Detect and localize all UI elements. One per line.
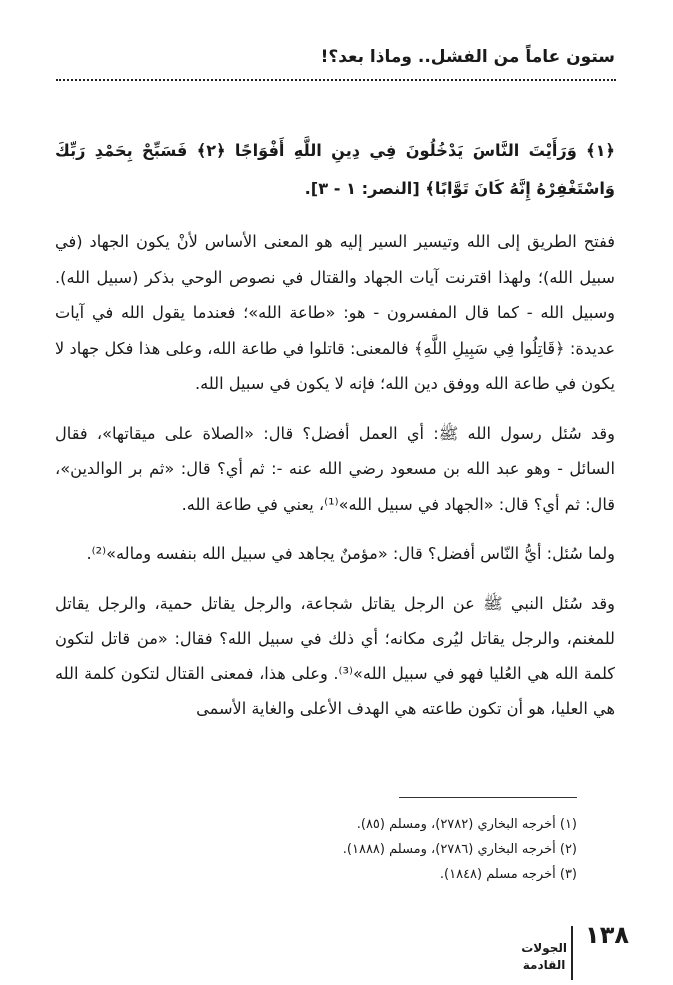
book-title-line-2: القادمة <box>522 958 566 972</box>
footnote-separator <box>399 797 577 798</box>
footnote-2: (٢) أخرجه البخاري (٢٧٨٦)، ومسلم (١٨٨٨). <box>342 842 577 857</box>
page-number: ١٣٨ <box>585 921 629 949</box>
quran-verse-paragraph: ﴿١﴾ وَرَأَيْتَ النَّاسَ يَدْخُلُونَ فِي دِينِ اللَّهِ أَفْوَاجًا ﴿٢﴾ فَسَبِّحْ بِحَمْدِ رَبِّكَ وَاسْتَغْفِرْهُ إِنَّهُ كَانَ تَوَّابًا﴾ [النصر: ١ - ٣]. <box>55 141 616 198</box>
header-dotted-rule <box>56 79 616 81</box>
main-text <box>55 132 615 740</box>
book-title <box>521 940 567 974</box>
running-title: ستون عاماً من الفشل.. وماذا بعد؟! <box>320 47 615 67</box>
body-paragraph: ففتح الطريق إلى الله وتيسير السير إليه هو المعنى الأساس لأنْ يكون الجهاد (في سبيل الله)؛ ولهذا اقترنت آيات الجهاد والقتال في نصوص الوحي بذكر (سبيل الله). وسبيل الله - كما قال المفسرون - هو: «طاعة الله»؛ فعندما يقول الله في آيات عديدة: ﴿قَاتِلُوا فِي سَبِيلِ اللَّهِ﴾ فالمعنى: قاتلوا في طاعة الله، وعلى هذا فكل جهاد لا يكون في طاعة الله ووفق دين الله؛ فإنه لا يكون في سبيل الله. <box>55 232 615 393</box>
body-paragraph: وقد سُئل رسول الله ﷺ: أي العمل أفضل؟ قال: «الصلاة على ميقاتها»، فقال السائل - وهو عبد الله بن مسعود رضي الله عنه -: ثم أي؟ قال: «ثم بر الوالدين»، قال: ثم أي؟ قال: «الجهاد في سبيل الله»⁽¹⁾، يعني في طاعة الله. <box>55 423 615 514</box>
footnote-3: (٣) أخرجه مسلم (١٨٤٨). <box>439 867 577 882</box>
book-title-line-1: الجولات <box>521 941 567 955</box>
folio-divider <box>571 926 573 980</box>
body-paragraph: وقد سُئل النبي ﷺ عن الرجل يقاتل شجاعة، والرجل يقاتل حمية، والرجل يقاتل للمغنم، والرجل يقاتل ليُرى مكانه؛ أي ذلك في سبيل الله؟ فقال: «من قاتل لتكون كلمة الله هي العُليا فهو في سبيل الله»⁽³⁾. وعلى هذا، فمعنى القتال لتكون كلمة الله هي العليا، هو أن تكون طاعته هي الهدف الأعلى والغاية الأسمى <box>55 593 616 718</box>
footnotes <box>97 812 577 887</box>
page-folio <box>519 918 629 980</box>
body-paragraph: ولما سُئل: أيُّ النّاس أفضل؟ قال: «مؤمنٌ يجاهد في سبيل الله بنفسه وماله»⁽²⁾. <box>86 544 615 563</box>
footnote-1: (١) أخرجه البخاري (٢٧٨٢)، ومسلم (٨٥). <box>356 817 577 832</box>
